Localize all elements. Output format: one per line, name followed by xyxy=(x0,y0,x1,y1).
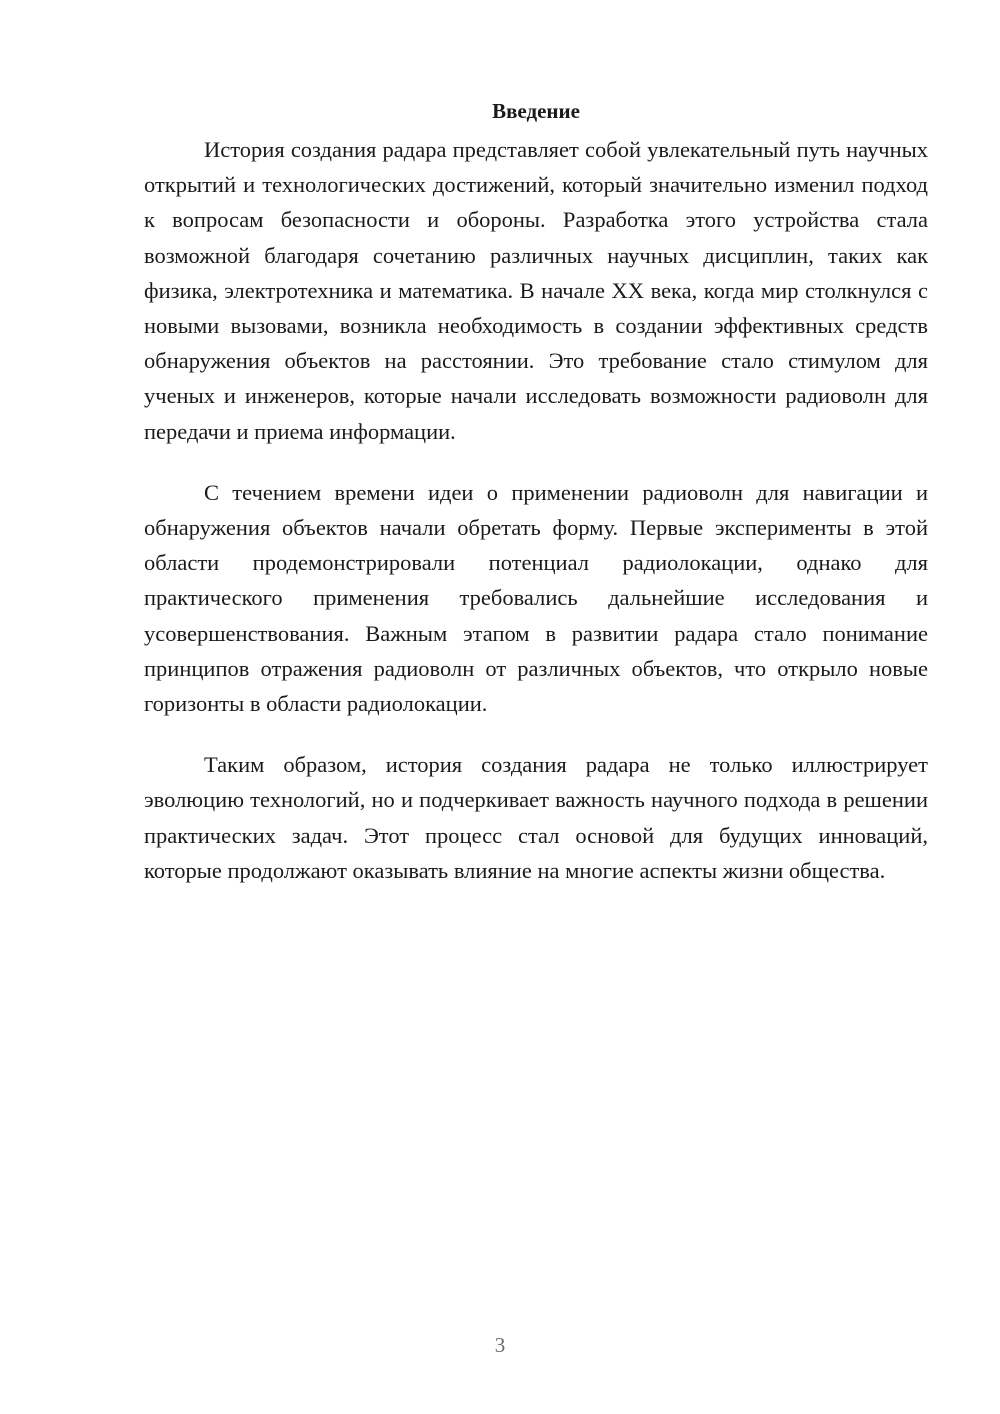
page-body xyxy=(144,96,928,914)
section-heading: Введение xyxy=(492,99,580,123)
paragraph-2: С течением времени идеи о применении радиоволн для навигации и обнаружения объектов начали обретать форму. Первые эксперименты в этой области продемонстрировали потенциал радиолокации, однако для практического применения требовались дальнейшие исследования и усовершенствования. Важным этапом в развитии радара стало понимание принципов отражения радиоволн от различных объектов, что открыло новые горизонты в области радиолокации. xyxy=(144,479,928,717)
paragraph-1: История создания радара представляет собой увлекательный путь научных открытий и технологических достижений, который значительно изменил подход к вопросам безопасности и обороны. Разработка этого устройства стала возможной благодаря сочетанию различных научных дисциплин, таких как физика, электротехника и математика. В начале XX века, когда мир столкнулся с новыми вызовами, возникла необходимость в создании эффективных средств обнаружения объектов на расстоянии. Это требование стало стимулом для ученых и инженеров, которые начали исследовать возможности радиоволн для передачи и приема информации. xyxy=(144,137,928,444)
paragraph-3: Таким образом, история создания радара не только иллюстрирует эволюцию технологий, но и подчеркивает важность научного подхода в решении практических задач. Этот процесс стал основой для будущих инноваций, которые продолжают оказывать влияние на многие аспекты жизни общества. xyxy=(144,752,928,883)
page-number: 3 xyxy=(494,1333,506,1357)
